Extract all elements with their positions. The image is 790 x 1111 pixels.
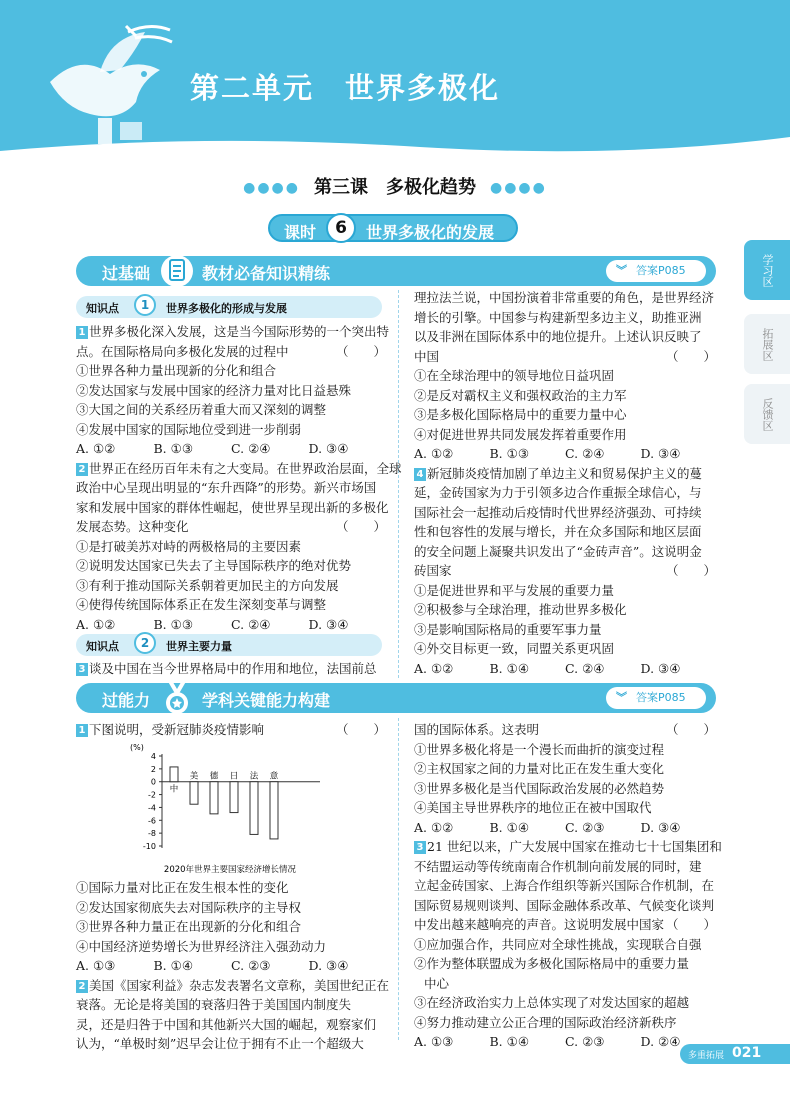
choice-d[interactable]: D. ③④	[308, 958, 349, 973]
section-basic-header	[76, 256, 716, 286]
question-line: 延，金砖国家为力于引领多边合作重振全球信心，与	[414, 485, 702, 500]
choice-a[interactable]: A. ①③	[414, 1034, 454, 1049]
section-subtitle: 教材必备知识精练	[202, 264, 331, 283]
choice-c[interactable]: C. ②③	[565, 819, 605, 835]
bar-3	[230, 782, 238, 813]
tab-feedback[interactable]: 反馈区	[744, 384, 790, 444]
section-subtitle: 学科关键能力构建	[202, 691, 331, 710]
choice-row	[414, 1032, 716, 1052]
option: ①应加强合作，共同应对全球性挑战，实现联合自强	[414, 936, 702, 952]
choice-row	[414, 659, 716, 679]
basic-right-column	[414, 288, 716, 678]
section-ability-header	[76, 683, 716, 713]
unit-title: 第二单元 世界多极化	[190, 71, 501, 105]
category-label: 意	[269, 771, 279, 782]
question-line: 的安全问题上凝聚共识发出了“金砖声音”。这说明金	[414, 543, 702, 559]
chevron-down-icon: ︾	[616, 264, 627, 277]
option: ③是多极化国际格局中的重要力量中心	[414, 407, 627, 422]
option: ①在全球治理中的领导地位日益巩固	[414, 368, 615, 383]
question-line	[76, 342, 386, 362]
choice-c[interactable]: C. ②③	[565, 1034, 605, 1049]
period-prefix: 课时	[284, 223, 317, 242]
kp-title: 世界多极化的形成与发展	[166, 302, 287, 315]
chart-ylabel: (%)	[130, 743, 144, 752]
answer-blank[interactable]: （ ）	[335, 722, 386, 737]
lesson-title-text: 第三课 多极化趋势	[314, 177, 476, 198]
choice-c[interactable]: C. ②④	[565, 446, 605, 461]
choice-a[interactable]: A. ①②	[414, 446, 454, 461]
option: ④美国主导世界秩序的地位正在被中国取代	[414, 800, 652, 815]
clipboard-icon	[160, 252, 194, 290]
lesson-title	[0, 173, 790, 199]
question-line: 认为，“单极时刻”迟早会让位于拥有不止一个超级大	[76, 1036, 364, 1051]
answer-blank[interactable]: （ ）	[665, 917, 716, 932]
option: ④使得传统国际体系正在发生深刻变革与调整	[76, 597, 327, 612]
medal-icon	[160, 679, 194, 717]
choice-a[interactable]: A. ①②	[76, 616, 116, 632]
option: ④对促进世界共同发展发挥着重要作用	[414, 426, 627, 442]
section-name: 过基础	[102, 264, 151, 283]
ability-left-top	[76, 720, 386, 740]
footer-text: 多重拓展	[688, 1051, 725, 1061]
question-line: 不结盟运动等传统南南合作机制向前发展的同时，建	[414, 858, 702, 874]
choice-d[interactable]: D. ③④	[640, 819, 681, 835]
bar-1	[190, 782, 198, 805]
question-line	[414, 837, 722, 857]
answer-blank[interactable]: （ ）	[665, 563, 716, 578]
choice-b[interactable]: B. ①③	[153, 441, 194, 456]
choice-d[interactable]: D. ③④	[308, 441, 349, 456]
option: ①是促进世界和平与发展的重要力量	[414, 582, 615, 598]
dots-right: ●●●●	[490, 180, 547, 196]
option: ①是打破美苏对峙的两极格局的主要因素	[76, 538, 302, 554]
option: ④努力推动建立公正合理的国际政治经济新秩序	[414, 1014, 677, 1030]
y-tick-label: -6	[148, 816, 156, 826]
question-text: 世界正在经历百年未有之大变局。在世界政治层面，全球	[89, 460, 402, 476]
basic-left-column	[76, 322, 402, 634]
kp-title: 世界主要力量	[166, 640, 232, 653]
question-line	[76, 659, 386, 679]
question-line	[76, 976, 390, 996]
answer-blank[interactable]: （ ）	[665, 348, 716, 364]
choice-d[interactable]: D. ②④	[640, 1034, 681, 1049]
y-tick-label: -4	[148, 803, 156, 813]
y-tick-label: 4	[150, 752, 156, 761]
period-title: 世界多极化的发展	[366, 223, 495, 242]
choice-d[interactable]: D. ③④	[640, 446, 681, 461]
category-label: 法	[249, 771, 259, 782]
question-text: 发展态势。这种变化	[76, 519, 189, 534]
option: ①国际力量对比正在发生根本性的变化	[76, 880, 289, 895]
question-line: 衰落。无论是将美国的衰落归咎于美国国内制度失	[76, 997, 352, 1012]
question-line: 灵，还是归咎于中国和其他新兴大国的崛起，观察家们	[76, 1016, 377, 1032]
banner-wave	[0, 129, 790, 158]
question-text: 谈及中国在当今世界格局中的作用和地位，法国前总	[89, 661, 377, 676]
choice-b[interactable]: B. ①③	[153, 616, 194, 632]
question-text: 中发出越来越响亮的声音。这说明发展中国家	[414, 917, 665, 932]
ability-right-column	[414, 720, 722, 1052]
choice-b[interactable]: B. ①④	[489, 1034, 530, 1049]
chart-title: 2020年世界主要国家经济增长情况	[163, 865, 297, 875]
option: ④发展中国家的国际地位受到进一步削弱	[76, 421, 302, 437]
choice-row	[414, 444, 716, 464]
choice-a[interactable]: A. ①②	[414, 819, 454, 835]
question-line	[414, 464, 716, 484]
choice-d[interactable]: D. ③④	[308, 616, 349, 632]
option: ③世界各种力量正在出现新的分化和组合	[76, 919, 302, 934]
question-line	[76, 720, 386, 740]
option-continued: 中心	[424, 975, 450, 991]
question-text: 下图说明，受新冠肺炎疫情影响	[89, 722, 265, 737]
question-line: 家和发展中国家的群体性崛起，使世界呈现出新的多极化	[76, 499, 389, 515]
choice-row	[76, 615, 386, 635]
column-divider	[398, 290, 399, 678]
option: ④外交目标更一致，同盟关系更巩固	[414, 641, 615, 656]
question-line	[414, 347, 716, 367]
question-line	[76, 517, 386, 537]
ability-left-column	[76, 878, 390, 1054]
choice-b[interactable]: B. ①③	[489, 446, 530, 461]
answer-blank[interactable]: （ ）	[335, 343, 386, 359]
category-label: 德	[209, 771, 219, 782]
growth-bar-chart	[130, 740, 330, 878]
question-line	[414, 915, 716, 935]
page-footer	[680, 1044, 790, 1064]
bar-5	[270, 782, 278, 839]
question-line: 国际社会一起推动后疫情时代世界经济强劲、可持续	[414, 504, 702, 520]
period-pill	[268, 214, 518, 242]
option: ①世界各种力量出现新的分化和组合	[76, 363, 277, 378]
answer-ref: 答案P085	[636, 691, 686, 704]
question-line: 性和包容性的发展与增长，并在众多国际和地区层面	[414, 524, 702, 539]
tab-expand[interactable]: 拓展区	[744, 314, 790, 374]
y-tick-label: -8	[148, 829, 156, 839]
answer-blank[interactable]: （ ）	[665, 722, 716, 737]
choice-b[interactable]: B. ①④	[489, 660, 530, 676]
tab-study[interactable]: 学习区	[744, 240, 790, 300]
question-number: 2	[76, 980, 88, 993]
bars	[170, 767, 279, 839]
question-text: 国的国际体系。这表明	[414, 722, 540, 737]
bar-0	[170, 767, 178, 782]
answer-blank[interactable]: （ ）	[335, 519, 386, 534]
y-tick-label: 2	[150, 764, 156, 774]
q3-start	[76, 659, 386, 679]
dots-left: ●●●●	[243, 180, 300, 196]
question-line	[414, 561, 716, 581]
question-number: 2	[76, 463, 88, 476]
choice-c[interactable]: C. ②③	[231, 958, 271, 973]
question-line	[414, 720, 716, 740]
question-line: 增长的引擎。中国参与构建新型多边主义，助推亚洲	[414, 309, 702, 325]
category-label: 美	[189, 771, 199, 782]
question-line: 理拉法兰说，中国扮演着非常重要的角色，是世界经济	[414, 290, 715, 305]
kp-number: 1	[134, 294, 156, 316]
section-name: 过能力	[102, 691, 151, 710]
kp-number: 2	[134, 632, 156, 654]
option: ②主权国家之间的力量对比正在发生重大变化	[414, 761, 665, 776]
question-number: 3	[76, 663, 88, 676]
y-ticks	[143, 752, 162, 851]
option: ①世界多极化将是一个漫长而曲折的演变过程	[414, 741, 665, 757]
answer-link[interactable]	[606, 687, 706, 709]
category-label: 日	[229, 771, 239, 782]
kp-label: 知识点	[86, 640, 119, 653]
option: ③有利于推动国际关系朝着更加民主的方向发展	[76, 577, 339, 593]
option: ④中国经济逆势增长为世界经济注入强劲动力	[76, 938, 327, 954]
option: ②积极参与全球治理，推动世界多极化	[414, 602, 627, 617]
question-number: 1	[76, 326, 88, 339]
question-text: 世界多极化深入发展，这是当今国际形势的一个突出特	[89, 324, 390, 339]
question-text: 点。在国际格局向多极化发展的过程中	[76, 343, 289, 359]
question-line	[76, 322, 390, 342]
option: ③世界多极化是当代国际政治发展的必然趋势	[414, 780, 665, 796]
question-line	[76, 459, 402, 479]
option: ③大国之间的关系经历着重大而又深刻的调整	[76, 402, 327, 417]
question-text: 新冠肺炎疫情加剧了单边主义和贸易保护主义的蔓	[427, 465, 703, 481]
question-text: 中国	[414, 348, 440, 364]
question-line: 国际贸易规则谈判、国际金融体系改革、气候变化谈判	[414, 897, 715, 913]
choice-a[interactable]: A. ①②	[76, 441, 116, 456]
choice-a[interactable]: A. ①③	[76, 958, 116, 973]
question-text: 美国《国家利益》杂志发表署名文章称，美国世纪正在	[89, 977, 390, 993]
choice-b[interactable]: B. ①④	[489, 819, 530, 835]
choice-row	[76, 439, 386, 459]
question-line: 政治中心呈现出明显的“东升西降”的形势。新兴市场国	[76, 480, 377, 495]
y-tick-label: -2	[148, 790, 156, 800]
choice-row	[414, 818, 716, 838]
question-text: 砖国家	[414, 563, 452, 578]
knowledge-point-header	[76, 296, 382, 318]
choice-c[interactable]: C. ②④	[231, 441, 271, 456]
answer-ref: 答案P085	[636, 264, 686, 277]
category-label: 中	[169, 784, 179, 795]
question-line: 以及非洲在国际体系中的地位提升。上述认识反映了	[414, 329, 702, 344]
option: ②发达国家彻底失去对国际秩序的主导权	[76, 899, 302, 915]
choice-a[interactable]: A. ①②	[414, 660, 454, 676]
choice-c[interactable]: C. ②④	[231, 616, 271, 632]
question-line: 立起金砖国家、上海合作组织等新兴国际合作机制，在	[414, 878, 715, 893]
period-number: 6	[326, 213, 356, 243]
option: ②作为整体联盟成为多极化国际格局中的重要力量	[414, 956, 690, 971]
choice-b[interactable]: B. ①④	[153, 958, 194, 973]
bar-2	[210, 782, 218, 814]
knowledge-point-header	[76, 634, 382, 656]
option: ③是影响国际格局的重要军事力量	[414, 621, 602, 637]
question-text: 21 世纪以来，广大发展中国家在推动七十七国集团和	[427, 839, 722, 854]
option: ②发达国家与发展中国家的经济力量对比日益悬殊	[76, 382, 352, 398]
option: ②是反对霸权主义和强权政治的主力军	[414, 387, 627, 403]
choice-d[interactable]: D. ③④	[640, 660, 681, 676]
answer-link[interactable]	[606, 260, 706, 282]
question-number: 4	[414, 468, 426, 481]
kp-label: 知识点	[86, 302, 119, 315]
page-number: 021	[732, 1045, 762, 1061]
choice-row	[76, 956, 386, 976]
question-number: 3	[414, 841, 426, 854]
unit-banner	[0, 0, 790, 158]
chevron-down-icon: ︾	[616, 691, 627, 704]
option: ③在经济政治实力上总体实现了对发达国家的超越	[414, 995, 690, 1010]
y-tick-label: -10	[142, 842, 156, 851]
option: ②说明发达国家已失去了主导国际秩序的绝对优势	[76, 558, 352, 573]
question-number: 1	[76, 724, 88, 737]
column-divider	[398, 718, 399, 1040]
choice-c[interactable]: C. ②④	[565, 660, 605, 676]
bar-4	[250, 782, 258, 835]
y-tick-label: 0	[150, 777, 156, 787]
